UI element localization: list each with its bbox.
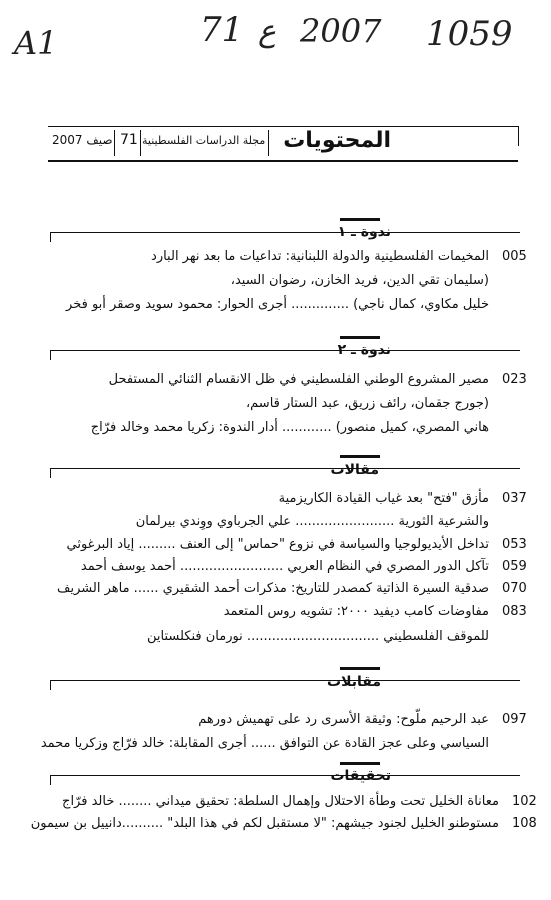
section-rule bbox=[50, 232, 520, 233]
entry-participants: (سليمان تقي الدين، فريد الخازن، رضوان السيد، bbox=[230, 273, 489, 288]
section-rule-accent bbox=[340, 218, 380, 221]
header-separator-2 bbox=[140, 130, 141, 156]
entry-title[interactable]: مستوطنو الخليل لجنود جيشهم: "لا مستقبل لكم في هذا البلد" ..........دانييل بن سيمون bbox=[30, 816, 499, 831]
entry-page-number: 037 bbox=[502, 491, 527, 506]
entry-title[interactable]: معاناة الخليل تحت وطأة الاحتلال وإهمال السلطة: تحقيق ميداني ........ خالد فرّاج bbox=[62, 794, 499, 809]
section-rule-accent bbox=[340, 336, 380, 339]
entry-authors: للموقف الفلسطيني ................................ نورمان فنكلستاين bbox=[146, 629, 489, 644]
entry-authors: السياسي وعلى عجز القادة عن التوافق ...... أجرى المقابلة: خالد فرّاج وزكريا محمد bbox=[40, 736, 489, 751]
entry-title[interactable]: مفاوضات كامب ديفيد ٢٠٠٠: تشويه روس المتعمد bbox=[223, 604, 489, 619]
issue-number: 71 bbox=[120, 132, 138, 148]
section-left-tick bbox=[50, 232, 51, 242]
season-year: صيف 2007 bbox=[52, 133, 113, 147]
entry-page-number: 023 bbox=[502, 372, 527, 387]
section-title: ندوة ـ ١ bbox=[337, 224, 391, 240]
section-rule-accent bbox=[340, 667, 380, 670]
handwritten-letter: ع bbox=[258, 14, 276, 49]
header-right-tick bbox=[518, 126, 519, 146]
section-left-tick bbox=[50, 775, 51, 785]
entry-authors: والشرعية الثورية ........................ علي الجرباوي ووِندي بيرلمان bbox=[135, 514, 489, 529]
entry-title[interactable]: مأزق "فتح" بعد غياب القيادة الكاريزمية bbox=[278, 491, 489, 506]
section-rule-accent bbox=[340, 762, 380, 765]
entry-page-number: 083 bbox=[502, 604, 527, 619]
handwritten-left-mark: A1 bbox=[14, 24, 58, 62]
entry-page-number: 053 bbox=[502, 537, 527, 552]
journal-name: مجلة الدراسات الفلسطينية bbox=[142, 134, 266, 147]
handwritten-number: 71 bbox=[200, 10, 244, 50]
header-separator-1 bbox=[268, 130, 269, 156]
entry-page-number: 097 bbox=[502, 712, 527, 727]
handwritten-year: 2007 bbox=[300, 12, 382, 50]
entry-title[interactable]: عبد الرحيم ملّوح: وثيقة الأسرى رد على تهميش دورهم bbox=[198, 712, 489, 727]
section-title: تحقيقات bbox=[330, 768, 391, 784]
entry-authors: هاني المصري، كميل منصور) ............ أدار الندوة: زكريا محمد وخالد فرّاج bbox=[90, 420, 489, 435]
header-top-rule bbox=[48, 126, 518, 127]
entry-title[interactable]: تداخل الأيديولوجيا والسياسة في نزوع "حماس" إلى العنف ......... إياد البرغوثي bbox=[66, 537, 489, 552]
section-title: مقالات bbox=[330, 462, 379, 478]
section-title: مقابلات bbox=[327, 674, 381, 690]
page-title: المحتويات bbox=[283, 128, 391, 153]
handwritten-code: 1059 bbox=[426, 14, 513, 54]
entry-page-number: 070 bbox=[502, 581, 527, 596]
entry-page-number: 005 bbox=[502, 249, 527, 264]
section-rule bbox=[50, 350, 520, 351]
section-left-tick bbox=[50, 350, 51, 360]
entry-page-number: 102 bbox=[512, 794, 537, 809]
entry-page-number: 059 bbox=[502, 559, 527, 574]
header-bottom-rule bbox=[48, 160, 518, 162]
section-left-tick bbox=[50, 680, 51, 690]
section-left-tick bbox=[50, 468, 51, 478]
section-rule bbox=[50, 775, 520, 776]
entry-title[interactable]: صدقية السيرة الذاتية كمصدر للتاريخ: مذكرات أحمد الشقيري ...... ماهر الشريف bbox=[57, 581, 489, 596]
section-rule bbox=[50, 468, 520, 469]
entry-authors: خليل مكاوي، كمال ناجي) .............. أجرى الحوار: محمود سويد وصقر أبو فخر bbox=[66, 297, 489, 312]
entry-title[interactable]: مصير المشروع الوطني الفلسطيني في ظل الانقسام الثنائي المستفحل bbox=[108, 372, 489, 387]
entry-page-number: 108 bbox=[512, 816, 537, 831]
section-rule-accent bbox=[340, 455, 380, 458]
section-rule bbox=[50, 680, 520, 681]
entry-title[interactable]: المخيمات الفلسطينية والدولة اللبنانية: تداعيات ما بعد نهر البارد bbox=[151, 249, 489, 264]
header-separator-3 bbox=[114, 130, 115, 156]
entry-participants: (جورج جقمان، رائف زريق، عبد الستار قاسم، bbox=[245, 396, 489, 411]
section-title: ندوة ـ ٢ bbox=[337, 342, 391, 358]
entry-title[interactable]: تآكل الدور المصري في النظام العربي ......................... أحمد يوسف أحمد bbox=[80, 559, 489, 574]
